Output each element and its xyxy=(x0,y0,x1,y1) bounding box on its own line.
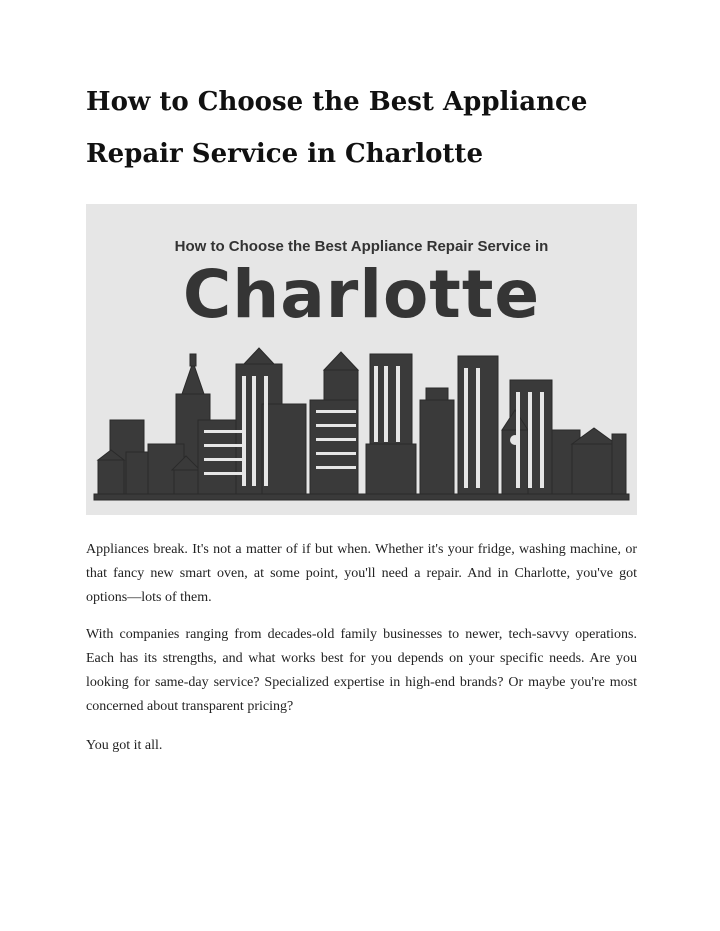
article-title: How to Choose the Best Appliance Repair Service in Charlotte xyxy=(86,87,588,169)
closing-paragraph: You got it all. xyxy=(86,738,163,753)
body-paragraph: With companies ranging from decades-old family businesses to newer, tech-savvy operations. Each has its strengths, and what works best for you depends on your specific needs. Are you looking for same-day service? Specialized expertise in high-end brands? Or maybe you're most concerned about transparent pricing? xyxy=(86,627,637,714)
intro-paragraph: Appliances break. It's not a matter of if but when. Whether it's your fridge, washing machine, or that fancy new smart oven, at some point, you'll need a repair. And in Charlotte, you've got options—lots of them. xyxy=(86,542,637,605)
hero-image xyxy=(86,204,637,515)
hero-city-name: Charlotte xyxy=(182,256,541,333)
hero-subtitle: How to Choose the Best Appliance Repair Service in xyxy=(174,238,549,255)
